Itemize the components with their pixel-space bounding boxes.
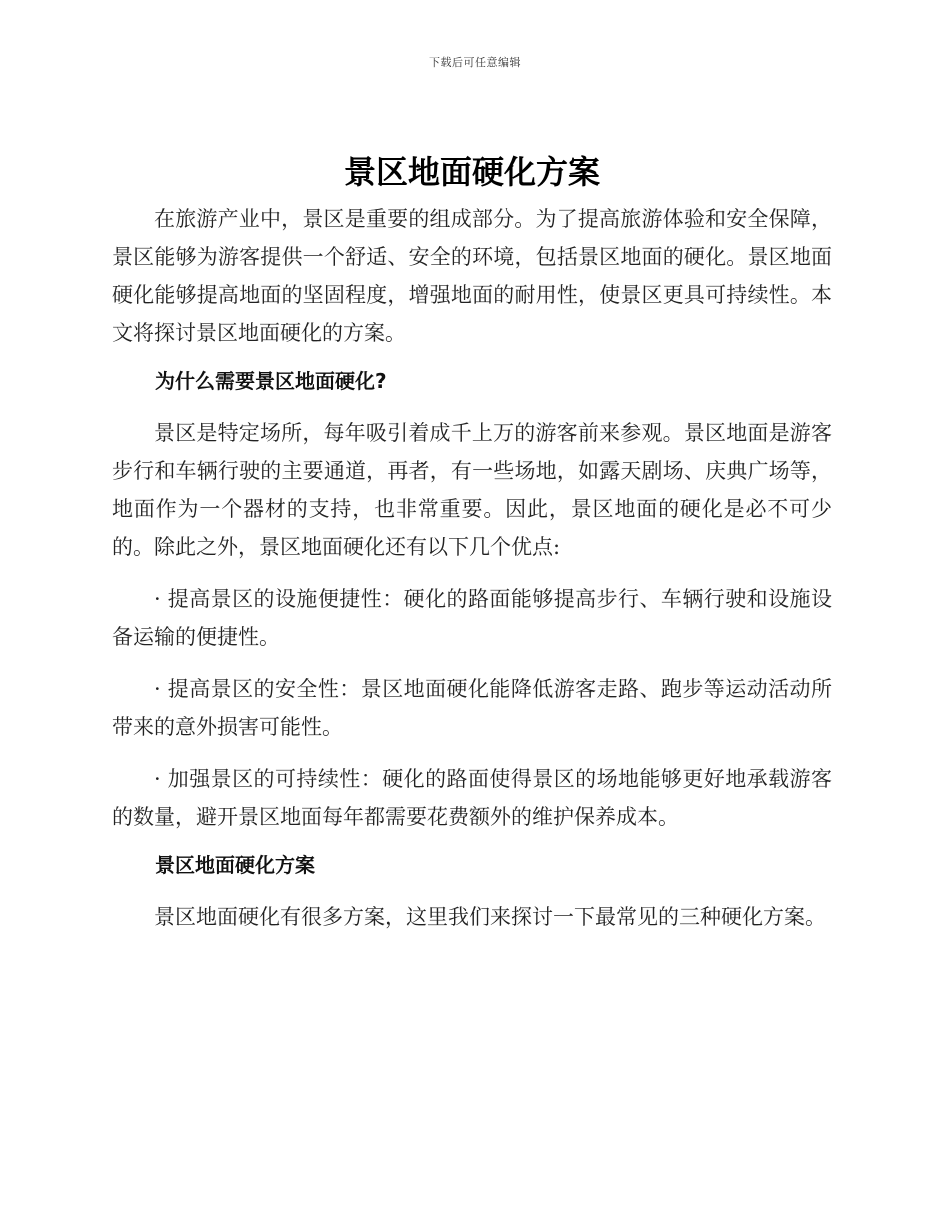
section-heading-why: 为什么需要景区地面硬化? <box>155 369 387 393</box>
bullet-safety: · 提高景区的安全性：景区地面硬化能降低游客走路、跑步等运动活动所带来的意外损害可能性。 <box>112 677 832 739</box>
page-header-note: 下载后可任意编辑 <box>429 56 521 69</box>
document-title: 景区地面硬化方案 <box>343 153 600 191</box>
plans-paragraph: 景区地面硬化有很多方案，这里我们来探讨一下最常见的三种硬化方案。 <box>154 905 826 929</box>
intro-paragraph: 在旅游产业中，景区是重要的组成部分。为了提高旅游体验和安全保障，景区能够为游客提供一个舒适、安全的环境，包括景区地面的硬化。景区地面硬化能够提高地面的坚固程度，增强地面的耐用性，使景区更具可持续性。本文将探讨景区地面硬化的方案。 <box>112 207 832 345</box>
bullet-convenience: · 提高景区的设施便捷性：硬化的路面能够提高步行、车辆行驶和设施设备运输的便捷性。 <box>112 587 832 649</box>
bullet-sustainability: · 加强景区的可持续性：硬化的路面使得景区的场地能够更好地承载游客的数量，避开景区地面每年都需要花费额外的维护保养成本。 <box>112 767 832 829</box>
document-body <box>112 150 832 950</box>
why-paragraph: 景区是特定场所，每年吸引着成千上万的游客前来参观。景区地面是游客步行和车辆行驶的主要通道，再者，有一些场地，如露天剧场、庆典广场等，地面作为一个器材的支持，也非常重要。因此，景区地面的硬化是必不可少的。除此之外，景区地面硬化还有以下几个优点: <box>112 421 832 559</box>
section-heading-plans: 景区地面硬化方案 <box>155 853 315 877</box>
